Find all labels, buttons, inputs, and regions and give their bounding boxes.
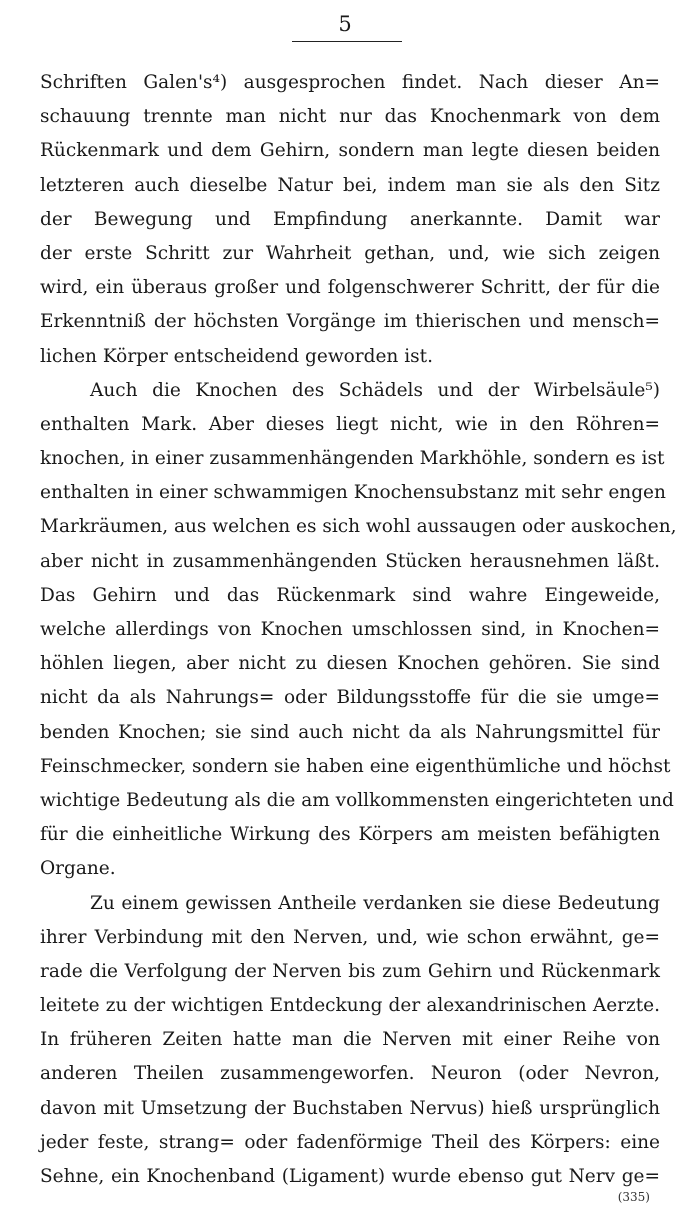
text-line: für die einheitliche Wirkung des Körpers am meisten befähigten	[40, 824, 660, 846]
text-line: davon mit Umsetzung der Buchstaben Nervus) hieß ursprünglich	[40, 1097, 660, 1119]
text-line: Schriften Galen's⁴) ausgesprochen findet. Nach dieser An=	[40, 72, 660, 93]
text-line: Sehne, ein Knochenband (Ligament) wurde ebenso gut Nerv ge=	[40, 1166, 660, 1187]
text-line: Organe.	[40, 858, 116, 880]
text-line: aber nicht in zusammenhängenden Stücken herausnehmen läßt.	[40, 550, 660, 572]
text-line: jeder feste, strang= oder fadenförmige Theil des Körpers: eine	[40, 1131, 660, 1153]
paragraph	[40, 66, 660, 374]
text-line: Markräumen, aus welchen es sich wohl aussaugen oder auskochen,	[40, 516, 677, 538]
text-line: Feinschmecker, sondern sie haben eine eigenthümliche und höchst	[40, 755, 671, 777]
text-line: der Bewegung und Empfindung anerkannte. Damit war	[40, 208, 660, 230]
text-line: letzteren auch dieselbe Natur bei, indem man sie als den Sitz	[40, 174, 660, 196]
text-line: Erkenntniß der höchsten Vorgänge im thierischen und mensch=	[40, 311, 660, 333]
text-line: schauung trennte man nicht nur das Knochenmark von dem	[40, 106, 660, 128]
text-line: ihrer Verbindung mit den Nerven, und, wie schon erwähnt, ge=	[40, 926, 660, 948]
text-line: benden Knochen; sie sind auch nicht da als Nahrungsmittel für	[40, 721, 660, 743]
text-line: wird, ein überaus großer und folgenschwerer Schritt, der für die	[40, 277, 660, 299]
text-line: wichtige Bedeutung als die am vollkommensten eingerichteten und	[40, 789, 674, 811]
text-line: Rückenmark und dem Gehirn, sondern man legte diesen beiden	[40, 140, 660, 162]
paragraph	[40, 374, 677, 887]
printer-signature: (335)	[617, 1190, 650, 1204]
text-line: nicht da als Nahrungs= oder Bildungsstoffe für die sie umge=	[40, 687, 660, 709]
body-text	[40, 66, 677, 1194]
text-line: Auch die Knochen des Schädels und der Wirbelsäule⁵)	[90, 379, 660, 401]
text-line: der erste Schritt zur Wahrheit gethan, und, wie sich zeigen	[40, 242, 660, 264]
text-line: enthalten in einer schwammigen Knochensubstanz mit sehr engen	[40, 482, 666, 504]
text-line: anderen Theilen zusammengeworfen. Neuron (oder Nevron,	[40, 1063, 660, 1085]
paragraph	[40, 887, 660, 1195]
text-line: welche allerdings von Knochen umschlossen sind, in Knochen=	[40, 619, 660, 640]
text-line: rade die Verfolgung der Nerven bis zum Gehirn und Rückenmark	[40, 960, 660, 982]
text-line: höhlen liegen, aber nicht zu diesen Knochen gehören. Sie sind	[40, 653, 660, 675]
text-line: knochen, in einer zusammenhängenden Markhöhle, sondern es ist	[40, 448, 665, 470]
text-line: enthalten Mark. Aber dieses liegt nicht, wie in den Röhren=	[40, 413, 660, 435]
text-line: Das Gehirn und das Rückenmark sind wahre Eingeweide,	[40, 584, 660, 606]
text-line: lichen Körper entscheidend geworden ist.	[40, 345, 433, 367]
text-line: Zu einem gewissen Antheile verdanken sie diese Bedeutung	[90, 892, 660, 914]
header-rule	[292, 41, 402, 42]
text-line: leitete zu der wichtigen Entdeckung der alexandrinischen Aerzte.	[40, 995, 660, 1017]
text-line: In früheren Zeiten hatte man die Nerven mit einer Reihe von	[40, 1029, 660, 1051]
page-number: 5	[338, 12, 352, 36]
